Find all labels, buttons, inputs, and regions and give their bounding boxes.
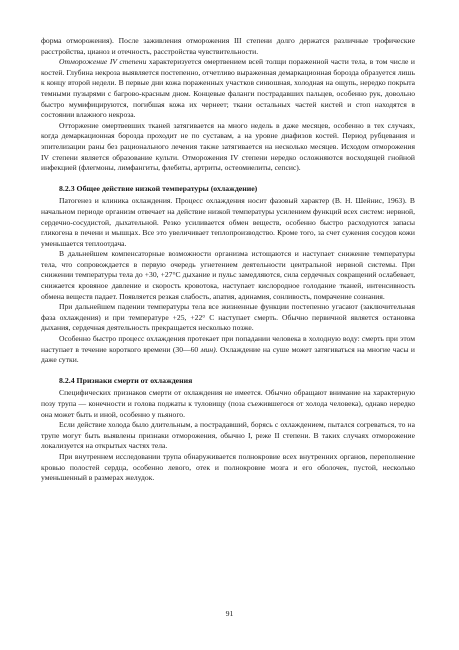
paragraph-prolonged-cold: Если действие холода было длительным, а пострадавший, борясь с охлаждением, пытался согреваться, то на трупе могут быть выявлены признаки отморожения, обычно I, реже II степени. В таких случаях отморожение локализуется на открытых частях тела.	[41, 420, 415, 451]
cold-water-unit: мин)	[200, 344, 216, 354]
paragraph-rejection: Отторжение омертвевших тканей затягивается на много недель в даже месяцев, особенно в тех случаях, когда демаркационная борозда проходит не по суставам, а на уровне диафизов костей. Период рубцевания и эпителизации раны без рационального лечения также затягивается на несколько месяцев. Исходом отморожения IV степени является образование культи. Отморожения IV степени нередко осложняются восходящей гнойной инфекцией (флегмоны, лимфангиты, флебиты, артриты, остеомиелиты, сепсис).	[41, 120, 415, 173]
paragraph-no-specific-signs: Специфических признаков смерти от охлаждения не имеется. Обычно обращают внимание на характерную позу трупа — конечности и голова поджаты к туловищу (поза съежившегося от холода человека), однако нередко она может быть и иной, особенно у пьяного.	[41, 388, 415, 419]
paragraph-compensation: В дальнейшем компенсаторные возможности организма истощаются и наступает снижение температуры тела, что сопровождается в первую очередь угнетением деятельности центральной нервной системы. При снижении температуры тела до +30, +27°С дыхание и пульс замедляются, сила сердечных сокращений ослабевает, снижается кровяное давление и скорость кровотока, наступает кислородное голодание тканей, интенсивность обмена веществ падает. Появляется резкая слабость, апатия, адинамия, сонливость, помрачение сознания.	[41, 249, 415, 301]
frostbite-iv-lead: Отморожение IV степени	[59, 57, 147, 67]
paragraph-cold-water	[41, 334, 415, 366]
paragraph-internal-exam: При внутреннем исследовании трупа обнаруживается полнокровие всех внутренних органов, переполнение кровью полостей сердца, особенно левого, отек и полнокровие мозга и его оболочек, пустой, несколько уменьшенный в размерах желудок.	[41, 451, 415, 483]
paragraph-pathogenesis: Патогенез и клиника охлаждения. Процесс охлаждения носит фазовый характер (В. Н. Шейнис, 1963). В начальном периоде организм отвечает на действие низкой температуры усилением функций всех систем: нервной, сердечно-сосудистой, дыхательной. Резко усиливается обмен веществ, особенно быстро расходуются запасы гликогена в печени и мышцах. Все это увеличивает теплопроизводство. Кроме того, за счет сужения сосудов кожи уменьшается теплоотдача.	[41, 196, 415, 248]
frostbite-iv-text: характеризуется омертвением всей толщи пораженной части тела, в том числе и костей. Глубина некроза выявляется постепенно, отчетливо выраженная демаркационная борозда образуется лишь к концу второй недели. В первые дни кожа пораженных участков синюшная, холодная на ощупь, нередко покрыта темными пузырями с багрово-красным дном. Концевые фаланги пострадавших пальцев, особенно рук, довольно быстро мумифицируются, погибшая кожа их чернеет; ткани остальных частей кистей и стоп находятся в состоянии влажного некроза.	[41, 57, 416, 120]
cold-water-text-2: . Охлаждение на суше может затягиваться на многие часы и даже сутки.	[41, 344, 415, 365]
section-heading-general-cold: 8.2.3 Общее действие низкой температуры (охлаждение)	[59, 183, 258, 193]
paragraph-frostbite-iii-end: форма отморожения). После заживления отморожения III степени долго держатся различные трофические расстройства, цианоз и отечность, расстройства чувствительности.	[41, 36, 415, 56]
cold-water-text-1: Особенно быстро процесс охлаждения протекает при попадании человека в холодную воду: смерть при этом наступает в течение короткого времени (30—60	[41, 334, 415, 354]
section-heading-death-signs: 8.2.4 Признаки смерти от охлаждения	[59, 375, 193, 385]
page-number: 91	[225, 609, 234, 618]
paragraph-final-phase: При дальнейшем падении температуры тела все жизненные функции постепенно угасают (заключительная фаза охлаждения) и при температуре +25, +22° С наступает смерть. Обычно первичной является остановка дыхания, сердечная деятельность прекращается несколько позже.	[41, 302, 415, 333]
paragraph-frostbite-iv	[41, 57, 415, 121]
